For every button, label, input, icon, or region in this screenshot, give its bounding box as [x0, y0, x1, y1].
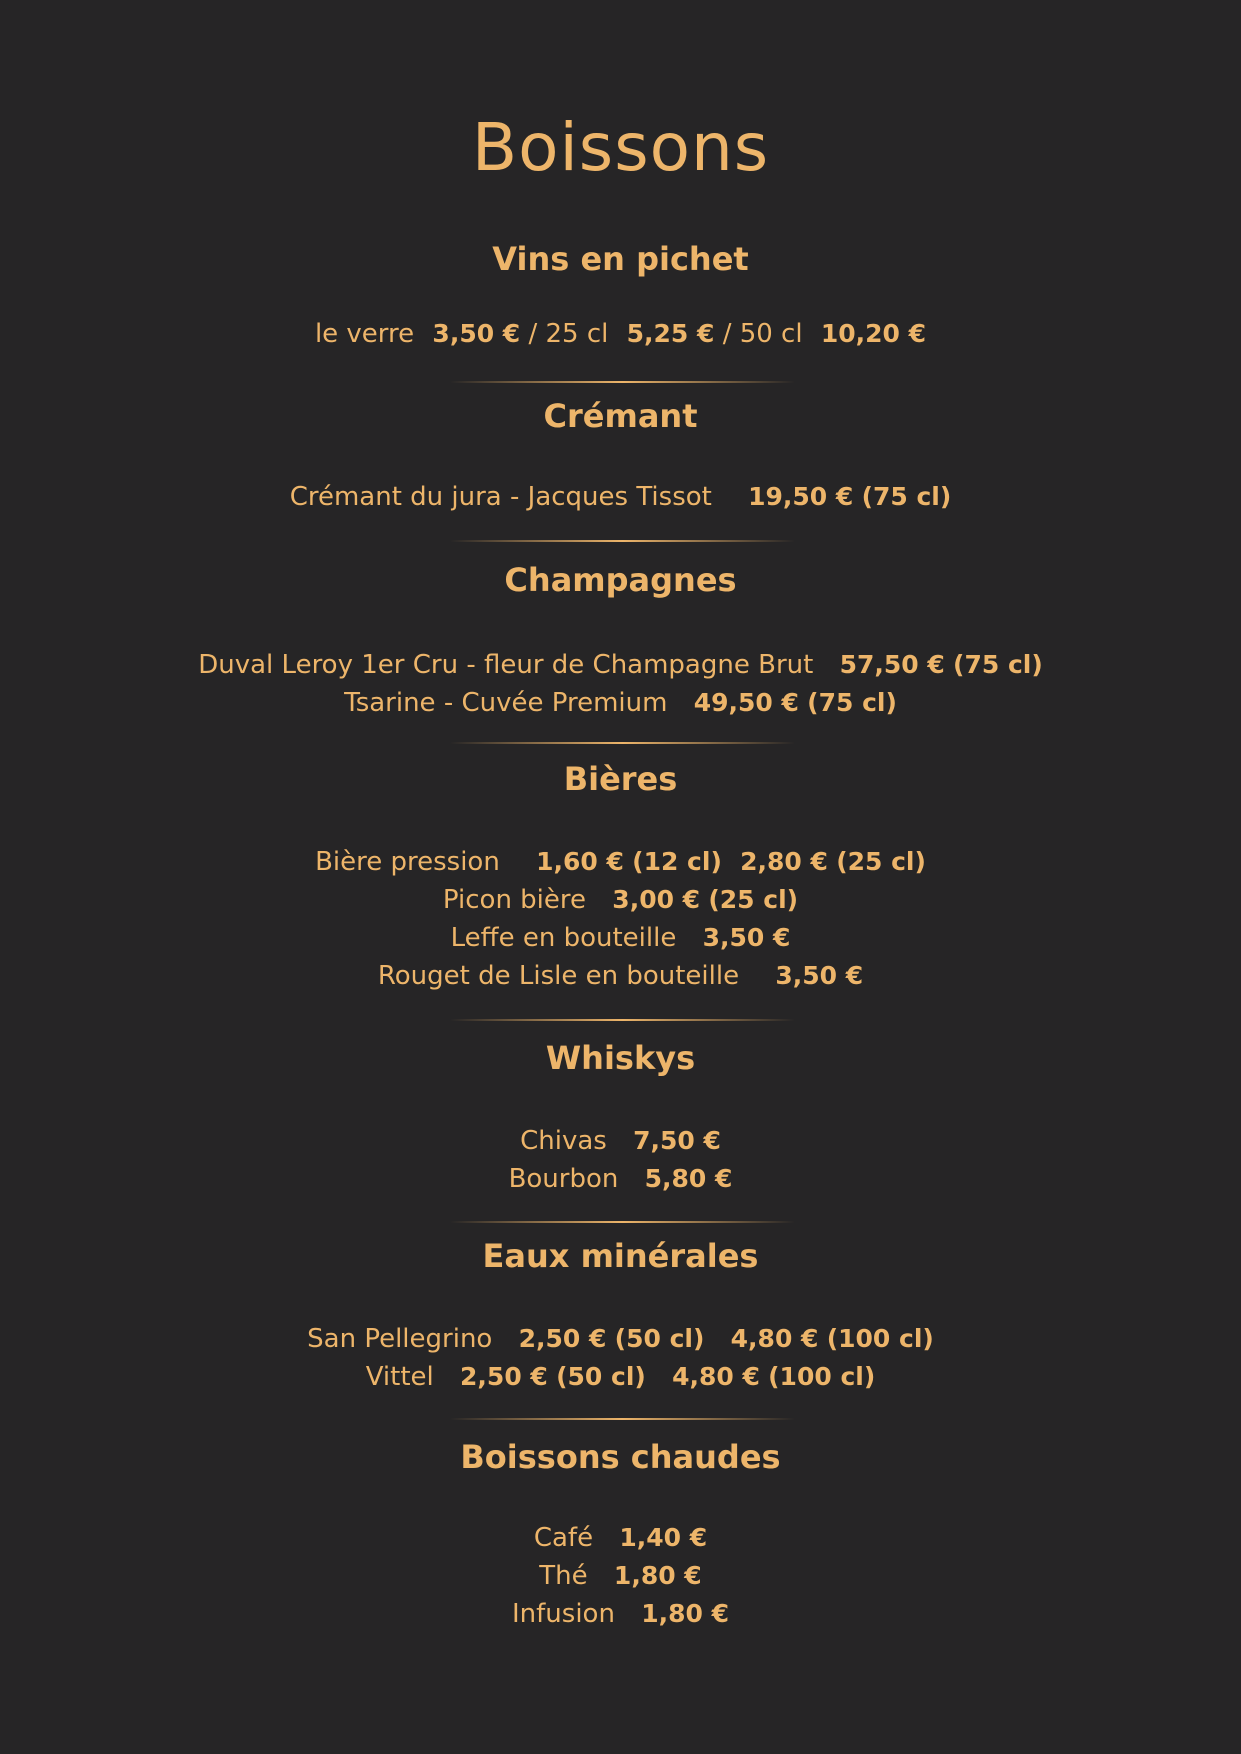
item-price: 5,80 € — [644, 1164, 733, 1193]
menu-item — [0, 1358, 1241, 1396]
section-items — [0, 843, 1241, 995]
section-cremant — [0, 396, 1241, 516]
item-price: 10,20 € — [820, 319, 927, 348]
menu-item — [0, 646, 1241, 684]
item-price: 2,50 € — [460, 1362, 548, 1391]
item-name: Leffe en bouteille — [450, 923, 677, 953]
item-volume: (75 cl) — [807, 688, 897, 717]
item-price: 2,50 € — [518, 1324, 607, 1353]
menu-item — [0, 1557, 1241, 1595]
item-name: Duval Leroy 1er Cru - fleur de Champagne Brut — [198, 650, 814, 680]
page-title: Boissons — [471, 109, 770, 187]
menu-item — [0, 843, 1241, 881]
item-price: 2,80 € — [740, 847, 828, 876]
section-items — [0, 478, 1241, 516]
item-price: 1,80 € — [613, 1561, 702, 1590]
section-heading: Champagnes — [504, 561, 737, 599]
item-name: Chivas — [520, 1126, 607, 1156]
item-name: Infusion — [512, 1599, 615, 1629]
item-volume: (25 cl) — [708, 885, 799, 914]
item-volume: (75 cl) — [953, 650, 1043, 679]
item-price: 3,50 € — [432, 319, 521, 348]
menu-item — [0, 957, 1241, 995]
item-price: 3,00 € — [612, 885, 701, 914]
section-items — [0, 1320, 1241, 1396]
item-volume: (50 cl) — [556, 1362, 646, 1391]
item-volume: (100 cl) — [768, 1362, 876, 1391]
item-volume: (50 cl) — [614, 1324, 705, 1353]
item-volume: / 50 cl — [722, 319, 803, 349]
item-price: 4,80 € — [672, 1362, 760, 1391]
section-champagnes — [0, 560, 1241, 722]
item-volume: (25 cl) — [836, 847, 926, 876]
item-name: Bière pression — [315, 847, 500, 877]
section-heading: Crémant — [543, 397, 698, 435]
item-name: Vittel — [365, 1362, 434, 1392]
menu-item — [0, 478, 1241, 516]
menu-item — [0, 1595, 1241, 1633]
item-name: Café — [533, 1523, 594, 1553]
menu-item — [0, 1122, 1241, 1160]
item-volume: (75 cl) — [861, 482, 952, 511]
item-price: 1,40 € — [619, 1523, 708, 1552]
item-price: 7,50 € — [633, 1126, 721, 1155]
item-name: Crémant du jura - Jacques Tissot — [289, 482, 712, 512]
section-divider — [450, 381, 795, 383]
item-price: 49,50 € — [693, 688, 799, 717]
section-heading: Whiskys — [545, 1039, 696, 1077]
item-price: 1,60 € — [536, 847, 624, 876]
item-volume: (12 cl) — [632, 847, 722, 876]
section-items — [0, 1122, 1241, 1198]
section-heading: Boissons chaudes — [460, 1438, 781, 1476]
menu-item — [0, 919, 1241, 957]
section-items — [0, 315, 1241, 353]
item-price: 3,50 € — [702, 923, 791, 952]
item-price: 5,25 € — [626, 319, 715, 348]
section-heading: Vins en pichet — [492, 240, 749, 278]
section-divider — [450, 742, 795, 744]
section-items — [0, 646, 1241, 722]
item-name: Picon bière — [442, 885, 587, 915]
item-name: Tsarine - Cuvée Premium — [344, 688, 668, 718]
item-price: 1,80 € — [641, 1599, 729, 1628]
menu-item — [0, 315, 1241, 353]
menu-item — [0, 1519, 1241, 1557]
section-divider — [450, 540, 795, 542]
item-name: le verre — [314, 319, 415, 349]
section-heading: Bières — [563, 760, 678, 798]
section-whiskys — [0, 1038, 1241, 1198]
item-name: Bourbon — [508, 1164, 619, 1194]
item-price: 3,50 € — [775, 961, 864, 990]
item-volume: / 25 cl — [528, 319, 609, 349]
item-price: 57,50 € — [839, 650, 945, 679]
menu-item — [0, 684, 1241, 722]
item-name: Rouget de Lisle en bouteille — [377, 961, 740, 991]
section-heading: Eaux minérales — [482, 1237, 759, 1275]
menu-item — [0, 881, 1241, 919]
section-eaux-minerales — [0, 1236, 1241, 1396]
menu-item — [0, 1160, 1241, 1198]
section-divider — [450, 1221, 795, 1223]
section-divider — [450, 1019, 795, 1021]
section-boissons-chaudes — [0, 1437, 1241, 1633]
item-name: Thé — [539, 1561, 588, 1591]
section-divider — [450, 1418, 795, 1420]
menu-item — [0, 1320, 1241, 1358]
section-vins-en-pichet — [0, 239, 1241, 353]
section-bieres — [0, 759, 1241, 995]
section-items — [0, 1519, 1241, 1633]
item-price: 19,50 € — [748, 482, 854, 511]
item-name: San Pellegrino — [307, 1324, 493, 1354]
item-volume: (100 cl) — [826, 1324, 934, 1353]
item-price: 4,80 € — [730, 1324, 819, 1353]
